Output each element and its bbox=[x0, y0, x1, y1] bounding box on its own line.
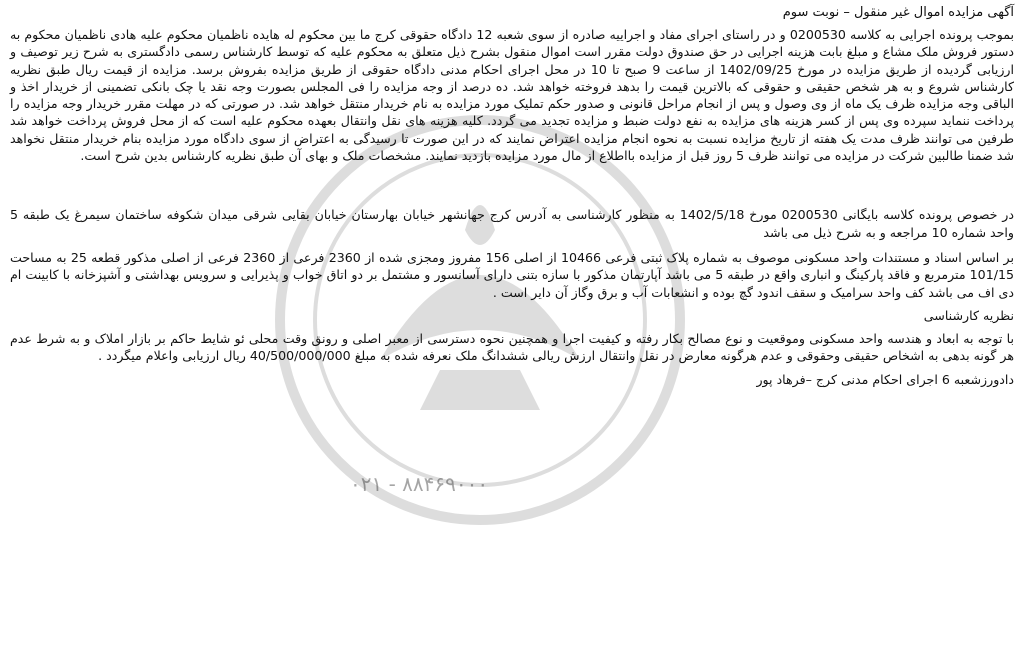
intro-paragraph: بموجب پرونده اجرایی به کلاسه 0200530 و در راستای اجرای مفاد و اجراییه صادره از سوی شعبه 12 دادگاه حقوقی کرج ما بین محکوم له هایده ناظمیان محکوم علیه هادی ناظمیان محکوم به دستور فروش ملک مشاع و مبلغ بابت هزینه اجرایی در حق صندوق دولت مقرر است اموال منقول بشرح ذیل متعلق به محکوم علیه که توسط کارشناس رسمی دادگستری به شرح زیر توصیف و ارزیابی گردیده از طریق مزایده در مورخ 1402/09/25 از ساعت 9 صبح تا 10 در محل اجرای احکام مدنی دادگاه حقوقی از طریق مزایده بفروش برسد. مزایده از قیمت ریال طبق نظریه کارشناس شروع و به هر شخص حقیقی و حقوقی که بالاترین قیمت را بدهد فروخته خواهد شد. ده درصد از وجه مزایده را فی المجلس بصورت وجه نقد یا چک بانکی تضمینی از خریدار اخذ و الباقی وجه مزایده ظرف یک ماه از وی وصول و پس از انجام مراحل قانونی و صدور حکم تملیک مورد مزایده به نام خریدار منتقل خواهد شد. در صورتی که در مهلت مقرر خریدار وجه مزایده را پرداخت ننماید سپرده وی پس از کسر هزینه های مزایده به نفع دولت ضبط و مزایده تجدید می گردد. کلیه هزینه های نقل وانتقال بعهده محکوم علیه است که از محل فروش پرداخت خواهد شد طرفین می توانند ظرف مدت یک هفته از تاریخ مزایده نسبت به نحوه انجام مزایده اعتراض نمایند که در این صورت تا رسیدگی به اعتراض از سوی دادگاه مورد مزایده بنام خریدار منتقل نخواهد شد ضمنا طالبین شرکت در مزایده می توانند ظرف 5 روز قبل از مزایده بااطلاع از مال مورد مزایده بازدید نمایند. مشخصات ملک و بهای آن طبق نظریه کارشناس بدین شرح است. bbox=[10, 27, 1015, 164]
file-info-paragraph: در خصوص پرونده کلاسه بایگانی 0200530 مورخ 1402/5/18 به منظور کارشناسی به آدرس کرج جهانشهر خیابان بهارستان خیابان بقایی شرقی میدان شکوفه ساختمان سیمرغ یک طبقه 5 واحد شماره 10 مراجعه و به شرح ذیل می باشد bbox=[10, 207, 1014, 240]
spacer bbox=[10, 164, 1014, 206]
watermark-phone-number: ۰۲۱ - ۸۸۴۶۹۰۰۰ bbox=[350, 472, 489, 496]
expert-opinion-heading: نظریه کارشناسی bbox=[923, 307, 1014, 323]
property-description-paragraph: بر اساس اسناد و مستندات واحد مسکونی موصوف به شماره پلاک ثبتی فرعی 10466 از اصلی 156 مفروز ومجزی شده از 2360 فرعی از 2360 فرعی از اصلی مذکور قطعه 25 به مساحت 101/15 مترمربع و فاقد پارکینگ و انباری واقع در طبقه 5 می باشد آپارتمان مذکور با سازه بتنی دارای آسانسور و مشتمل بر دو اتاق خواب و پذیرایی و سرویس بهداشتی و آشپزخانه با کابینت ام دی اف می باشد کف واحد سرامیک و سقف اندود گچ بوده و انشعابات آب و برق وگاز آن دایر است . bbox=[10, 249, 1014, 300]
notice-title: آگهی مزایده اموال غیر منقول – نوبت سوم bbox=[782, 5, 1014, 20]
expert-opinion-paragraph: با توجه به ابعاد و هندسه واحد مسکونی وموقعیت و نوع مصالح بکار رفته و کیفیت اجرا و همچنین نحوه دسترسی از معبر اصلی و رونق وقت محلی ئو شایط حاکم بر بازار املاک و به شرط عدم هر گونه بدهی به اشخاص حقیقی وحقوقی و عدم هرگونه معارض در نقل وانتقال ارزش ریالی ششدانگ ملک نعرفه شده به مبلغ 40/500/000/000 ریال ارزیابی واعلام میگردد . bbox=[10, 331, 1014, 364]
signature-line: دادورزشعبه 6 اجرای احکام مدنی کرج –فرهاد پور bbox=[756, 371, 1014, 387]
auction-notice-document bbox=[10, 4, 1014, 652]
spacer bbox=[10, 241, 1014, 249]
spacer bbox=[10, 301, 1014, 305]
